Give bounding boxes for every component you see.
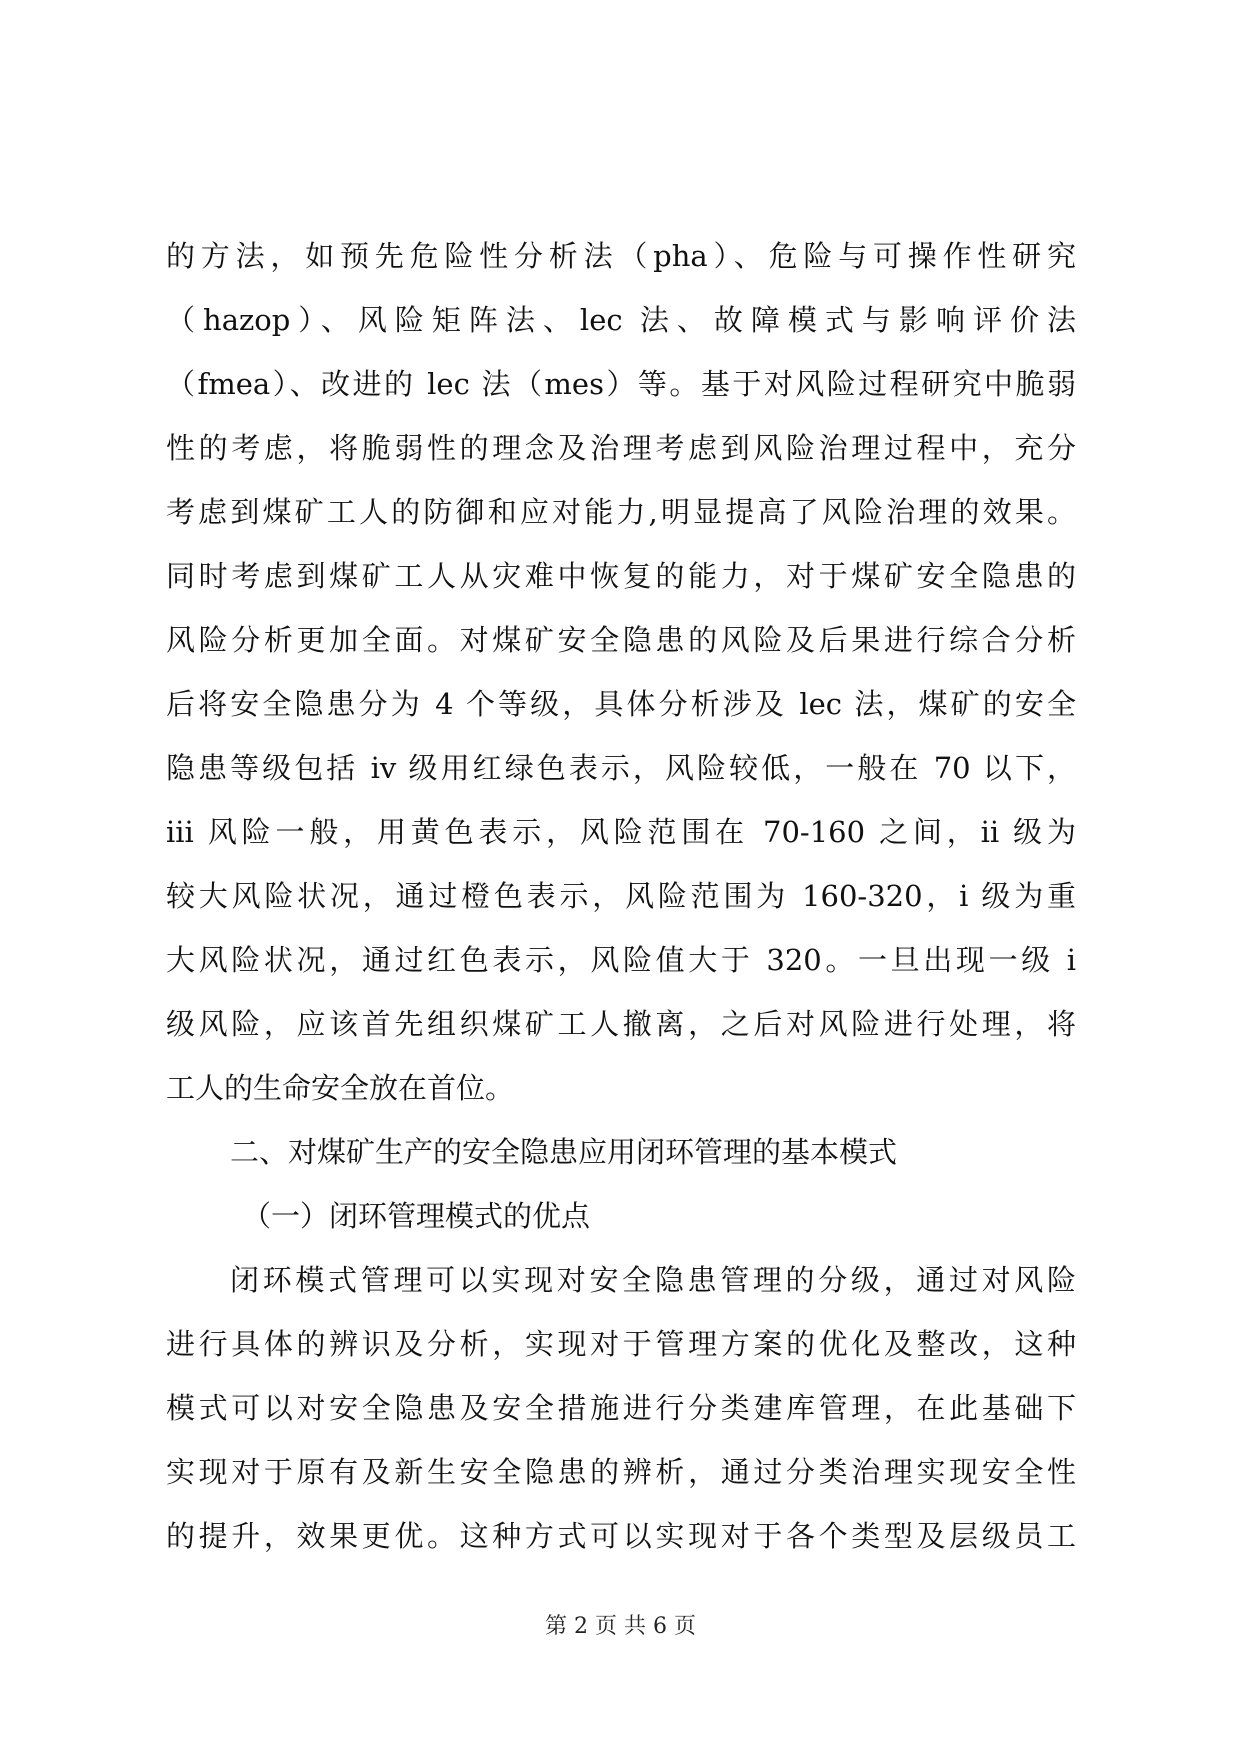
text-line: 大风险状况，通过红色表示，风险值大于 320。一旦出现一级 i	[166, 943, 1076, 977]
section-heading: 二、对煤矿生产的安全隐患应用闭环管理的基本模式	[230, 1135, 898, 1169]
document-body	[166, 224, 1076, 1568]
text-line: 级风险，应该首先组织煤矿工人撤离，之后对风险进行处理，将	[166, 1007, 1076, 1041]
text-line: 的提升，效果更优。这种方式可以实现对于各个类型及层级员工	[166, 1519, 1076, 1553]
text-line: 风险分析更加全面。对煤矿安全隐患的风险及后果进行综合分析	[166, 623, 1076, 657]
text-line: 后将安全隐患分为 4 个等级，具体分析涉及 lec 法，煤矿的安全	[166, 687, 1076, 721]
text-line: 闭环模式管理可以实现对安全隐患管理的分级，通过对风险	[230, 1263, 1076, 1297]
text-line: 隐患等级包括 iv 级用红绿色表示，风险较低，一般在 70 以下，	[166, 751, 1076, 785]
page-number: 第 2 页 共 6 页	[545, 1614, 696, 1639]
text-line: 考虑到煤矿工人的防御和应对能力,明显提高了风险治理的效果。	[166, 495, 1076, 529]
text-line: 实现对于原有及新生安全隐患的辨析，通过分类治理实现安全性	[166, 1455, 1076, 1489]
text-line: （fmea）、改进的 lec 法（mes）等。基于对风险过程研究中脆弱	[166, 367, 1076, 401]
text-line: 性的考虑，将脆弱性的理念及治理考虑到风险治理过程中，充分	[166, 431, 1076, 465]
text-line: iii 风险一般，用黄色表示，风险范围在 70-160 之间，ii 级为	[166, 815, 1076, 849]
text-line: 的方法，如预先危险性分析法（pha）、危险与可操作性研究	[166, 239, 1076, 273]
text-line: 模式可以对安全隐患及安全措施进行分类建库管理，在此基础下	[166, 1391, 1076, 1425]
text-line: 进行具体的辨识及分析，实现对于管理方案的优化及整改，这种	[166, 1327, 1076, 1361]
subsection-heading: （一）闭环管理模式的优点	[242, 1199, 591, 1233]
page-footer	[0, 1612, 1241, 1642]
text-line: 同时考虑到煤矿工人从灾难中恢复的能力，对于煤矿安全隐患的	[166, 559, 1076, 593]
text-line: （hazop）、风险矩阵法、lec 法、故障模式与影响评价法	[166, 303, 1076, 337]
text-line: 较大风险状况，通过橙色表示，风险范围为 160-320，i 级为重	[166, 879, 1076, 913]
text-line: 工人的生命安全放在首位。	[166, 1071, 515, 1105]
